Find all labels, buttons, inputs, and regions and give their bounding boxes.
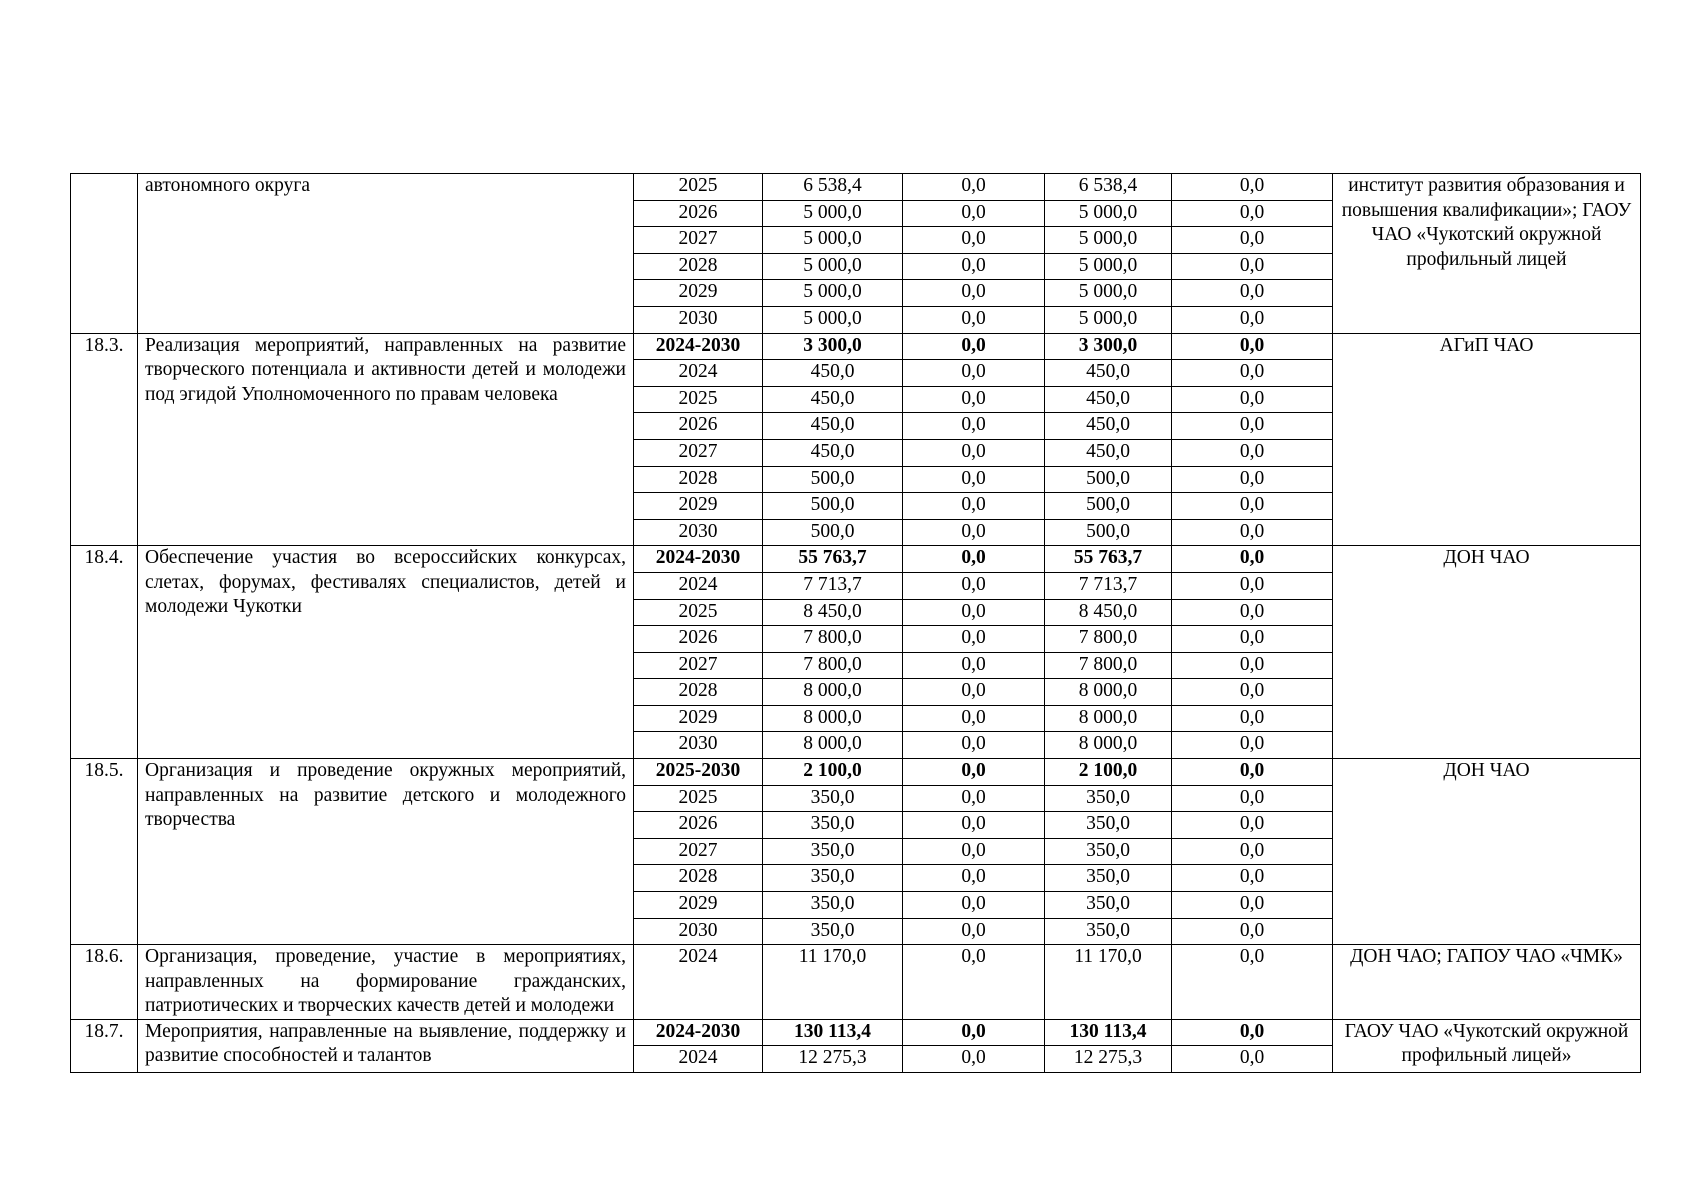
regional-budget-cell: 12 275,3 [1045, 1046, 1172, 1073]
other-sources-cell: 0,0 [1172, 892, 1333, 919]
activity-name: Организация, проведение, участие в мероприятиях, направленных на формирование гражданских, патриотических и творческих качеств детей и молодежи [138, 945, 634, 1020]
federal-budget-cell: 0,0 [903, 200, 1045, 227]
period-cell: 2028 [634, 865, 763, 892]
total-cell: 450,0 [763, 386, 903, 413]
regional-budget-cell: 7 800,0 [1045, 652, 1172, 679]
period-cell: 2027 [634, 439, 763, 466]
total-cell: 5 000,0 [763, 306, 903, 333]
regional-budget-cell: 5 000,0 [1045, 200, 1172, 227]
regional-budget-cell: 350,0 [1045, 865, 1172, 892]
regional-budget-cell: 450,0 [1045, 413, 1172, 440]
regional-budget-cell: 2 100,0 [1045, 759, 1172, 786]
other-sources-cell: 0,0 [1172, 652, 1333, 679]
regional-budget-cell: 500,0 [1045, 493, 1172, 520]
period-cell: 2029 [634, 493, 763, 520]
period-cell: 2030 [634, 306, 763, 333]
federal-budget-cell: 0,0 [903, 227, 1045, 254]
period-cell: 2024 [634, 1046, 763, 1073]
executor: ГАОУ ЧАО «Чукотский окружной профильный лицей» [1333, 1019, 1641, 1072]
total-cell: 3 300,0 [763, 333, 903, 360]
executor: ДОН ЧАО [1333, 546, 1641, 759]
period-cell: 2025 [634, 785, 763, 812]
total-cell: 6 538,4 [763, 174, 903, 201]
total-cell: 130 113,4 [763, 1019, 903, 1046]
regional-budget-cell: 55 763,7 [1045, 546, 1172, 573]
total-cell: 450,0 [763, 360, 903, 387]
table-row [71, 945, 1641, 1020]
federal-budget-cell: 0,0 [903, 519, 1045, 546]
other-sources-cell: 0,0 [1172, 386, 1333, 413]
period-cell: 2028 [634, 679, 763, 706]
total-cell: 5 000,0 [763, 253, 903, 280]
executor: ДОН ЧАО; ГАПОУ ЧАО «ЧМК» [1333, 945, 1641, 1020]
regional-budget-cell: 8 000,0 [1045, 705, 1172, 732]
item-number: 18.4. [71, 546, 138, 759]
federal-budget-cell: 0,0 [903, 493, 1045, 520]
regional-budget-cell: 11 170,0 [1045, 945, 1172, 1020]
other-sources-cell: 0,0 [1172, 759, 1333, 786]
budget-table [70, 173, 1641, 1073]
federal-budget-cell: 0,0 [903, 626, 1045, 653]
federal-budget-cell: 0,0 [903, 1019, 1045, 1046]
regional-budget-cell: 7 800,0 [1045, 626, 1172, 653]
total-cell: 8 000,0 [763, 705, 903, 732]
activity-name: Реализация мероприятий, направленных на развитие творческого потенциала и активности детей и молодежи под эгидой Уполномоченного по правам человека [138, 333, 634, 546]
federal-budget-cell: 0,0 [903, 360, 1045, 387]
other-sources-cell: 0,0 [1172, 333, 1333, 360]
total-cell: 7 800,0 [763, 652, 903, 679]
federal-budget-cell: 0,0 [903, 386, 1045, 413]
other-sources-cell: 0,0 [1172, 519, 1333, 546]
total-cell: 5 000,0 [763, 227, 903, 254]
federal-budget-cell: 0,0 [903, 253, 1045, 280]
other-sources-cell: 0,0 [1172, 227, 1333, 254]
other-sources-cell: 0,0 [1172, 546, 1333, 573]
other-sources-cell: 0,0 [1172, 306, 1333, 333]
period-cell: 2025 [634, 599, 763, 626]
other-sources-cell: 0,0 [1172, 945, 1333, 1020]
total-cell: 350,0 [763, 918, 903, 945]
item-number [71, 174, 138, 334]
other-sources-cell: 0,0 [1172, 812, 1333, 839]
other-sources-cell: 0,0 [1172, 785, 1333, 812]
regional-budget-cell: 450,0 [1045, 386, 1172, 413]
period-cell: 2024-2030 [634, 546, 763, 573]
table-row [71, 546, 1641, 573]
other-sources-cell: 0,0 [1172, 572, 1333, 599]
activity-name: Обеспечение участия во всероссийских конкурсах, слетах, форумах, фестивалях специалистов, детей и молодежи Чукотки [138, 546, 634, 759]
federal-budget-cell: 0,0 [903, 759, 1045, 786]
regional-budget-cell: 450,0 [1045, 360, 1172, 387]
executor: институт развития образования и повышения квалификации»; ГАОУ ЧАО «Чукотский окружной профильный лицей [1333, 174, 1641, 334]
period-cell: 2024-2030 [634, 1019, 763, 1046]
total-cell: 500,0 [763, 493, 903, 520]
total-cell: 350,0 [763, 892, 903, 919]
regional-budget-cell: 130 113,4 [1045, 1019, 1172, 1046]
total-cell: 8 000,0 [763, 679, 903, 706]
total-cell: 12 275,3 [763, 1046, 903, 1073]
activity-name: автономного округа [138, 174, 634, 334]
period-cell: 2024 [634, 360, 763, 387]
activity-name: Организация и проведение окружных мероприятий, направленных на развитие детского и молодежного творчества [138, 759, 634, 945]
federal-budget-cell: 0,0 [903, 572, 1045, 599]
total-cell: 450,0 [763, 439, 903, 466]
other-sources-cell: 0,0 [1172, 1046, 1333, 1073]
period-cell: 2024-2030 [634, 333, 763, 360]
period-cell: 2029 [634, 705, 763, 732]
activity-name: Мероприятия, направленные на выявление, поддержку и развитие способностей и талантов [138, 1019, 634, 1072]
federal-budget-cell: 0,0 [903, 865, 1045, 892]
period-cell: 2027 [634, 652, 763, 679]
federal-budget-cell: 0,0 [903, 280, 1045, 307]
federal-budget-cell: 0,0 [903, 333, 1045, 360]
other-sources-cell: 0,0 [1172, 732, 1333, 759]
regional-budget-cell: 500,0 [1045, 466, 1172, 493]
regional-budget-cell: 5 000,0 [1045, 280, 1172, 307]
federal-budget-cell: 0,0 [903, 812, 1045, 839]
total-cell: 500,0 [763, 466, 903, 493]
other-sources-cell: 0,0 [1172, 360, 1333, 387]
federal-budget-cell: 0,0 [903, 413, 1045, 440]
federal-budget-cell: 0,0 [903, 732, 1045, 759]
federal-budget-cell: 0,0 [903, 439, 1045, 466]
period-cell: 2028 [634, 466, 763, 493]
federal-budget-cell: 0,0 [903, 679, 1045, 706]
total-cell: 7 713,7 [763, 572, 903, 599]
regional-budget-cell: 6 538,4 [1045, 174, 1172, 201]
regional-budget-cell: 350,0 [1045, 918, 1172, 945]
total-cell: 55 763,7 [763, 546, 903, 573]
federal-budget-cell: 0,0 [903, 306, 1045, 333]
regional-budget-cell: 350,0 [1045, 812, 1172, 839]
period-cell: 2026 [634, 200, 763, 227]
regional-budget-cell: 5 000,0 [1045, 306, 1172, 333]
period-cell: 2028 [634, 253, 763, 280]
regional-budget-cell: 8 000,0 [1045, 679, 1172, 706]
total-cell: 5 000,0 [763, 280, 903, 307]
item-number: 18.6. [71, 945, 138, 1020]
total-cell: 5 000,0 [763, 200, 903, 227]
period-cell: 2025 [634, 174, 763, 201]
total-cell: 7 800,0 [763, 626, 903, 653]
total-cell: 8 450,0 [763, 599, 903, 626]
period-cell: 2029 [634, 892, 763, 919]
federal-budget-cell: 0,0 [903, 599, 1045, 626]
total-cell: 450,0 [763, 413, 903, 440]
executor: АГиП ЧАО [1333, 333, 1641, 546]
period-cell: 2027 [634, 227, 763, 254]
other-sources-cell: 0,0 [1172, 918, 1333, 945]
federal-budget-cell: 0,0 [903, 785, 1045, 812]
table-row [71, 333, 1641, 360]
other-sources-cell: 0,0 [1172, 253, 1333, 280]
other-sources-cell: 0,0 [1172, 599, 1333, 626]
federal-budget-cell: 0,0 [903, 466, 1045, 493]
federal-budget-cell: 0,0 [903, 1046, 1045, 1073]
period-cell: 2025 [634, 386, 763, 413]
executor: ДОН ЧАО [1333, 759, 1641, 945]
other-sources-cell: 0,0 [1172, 865, 1333, 892]
regional-budget-cell: 5 000,0 [1045, 253, 1172, 280]
period-cell: 2030 [634, 519, 763, 546]
table-row [71, 1019, 1641, 1046]
total-cell: 350,0 [763, 812, 903, 839]
regional-budget-cell: 5 000,0 [1045, 227, 1172, 254]
period-cell: 2029 [634, 280, 763, 307]
regional-budget-cell: 350,0 [1045, 785, 1172, 812]
federal-budget-cell: 0,0 [903, 652, 1045, 679]
federal-budget-cell: 0,0 [903, 546, 1045, 573]
period-cell: 2026 [634, 626, 763, 653]
federal-budget-cell: 0,0 [903, 838, 1045, 865]
total-cell: 11 170,0 [763, 945, 903, 1020]
other-sources-cell: 0,0 [1172, 679, 1333, 706]
total-cell: 350,0 [763, 865, 903, 892]
federal-budget-cell: 0,0 [903, 705, 1045, 732]
other-sources-cell: 0,0 [1172, 493, 1333, 520]
regional-budget-cell: 3 300,0 [1045, 333, 1172, 360]
other-sources-cell: 0,0 [1172, 200, 1333, 227]
item-number: 18.3. [71, 333, 138, 546]
other-sources-cell: 0,0 [1172, 413, 1333, 440]
item-number: 18.7. [71, 1019, 138, 1072]
regional-budget-cell: 450,0 [1045, 439, 1172, 466]
period-cell: 2027 [634, 838, 763, 865]
regional-budget-cell: 350,0 [1045, 838, 1172, 865]
period-cell: 2030 [634, 918, 763, 945]
other-sources-cell: 0,0 [1172, 705, 1333, 732]
federal-budget-cell: 0,0 [903, 174, 1045, 201]
period-cell: 2024 [634, 945, 763, 1020]
total-cell: 350,0 [763, 838, 903, 865]
other-sources-cell: 0,0 [1172, 174, 1333, 201]
federal-budget-cell: 0,0 [903, 918, 1045, 945]
period-cell: 2025-2030 [634, 759, 763, 786]
total-cell: 350,0 [763, 785, 903, 812]
federal-budget-cell: 0,0 [903, 892, 1045, 919]
other-sources-cell: 0,0 [1172, 439, 1333, 466]
regional-budget-cell: 500,0 [1045, 519, 1172, 546]
total-cell: 8 000,0 [763, 732, 903, 759]
regional-budget-cell: 7 713,7 [1045, 572, 1172, 599]
regional-budget-cell: 8 000,0 [1045, 732, 1172, 759]
period-cell: 2030 [634, 732, 763, 759]
period-cell: 2026 [634, 413, 763, 440]
item-number: 18.5. [71, 759, 138, 945]
other-sources-cell: 0,0 [1172, 280, 1333, 307]
table-row [71, 759, 1641, 786]
period-cell: 2026 [634, 812, 763, 839]
regional-budget-cell: 350,0 [1045, 892, 1172, 919]
table-body [71, 174, 1641, 1073]
period-cell: 2024 [634, 572, 763, 599]
table-row [71, 174, 1641, 201]
other-sources-cell: 0,0 [1172, 1019, 1333, 1046]
other-sources-cell: 0,0 [1172, 466, 1333, 493]
total-cell: 2 100,0 [763, 759, 903, 786]
total-cell: 500,0 [763, 519, 903, 546]
regional-budget-cell: 8 450,0 [1045, 599, 1172, 626]
other-sources-cell: 0,0 [1172, 838, 1333, 865]
other-sources-cell: 0,0 [1172, 626, 1333, 653]
federal-budget-cell: 0,0 [903, 945, 1045, 1020]
